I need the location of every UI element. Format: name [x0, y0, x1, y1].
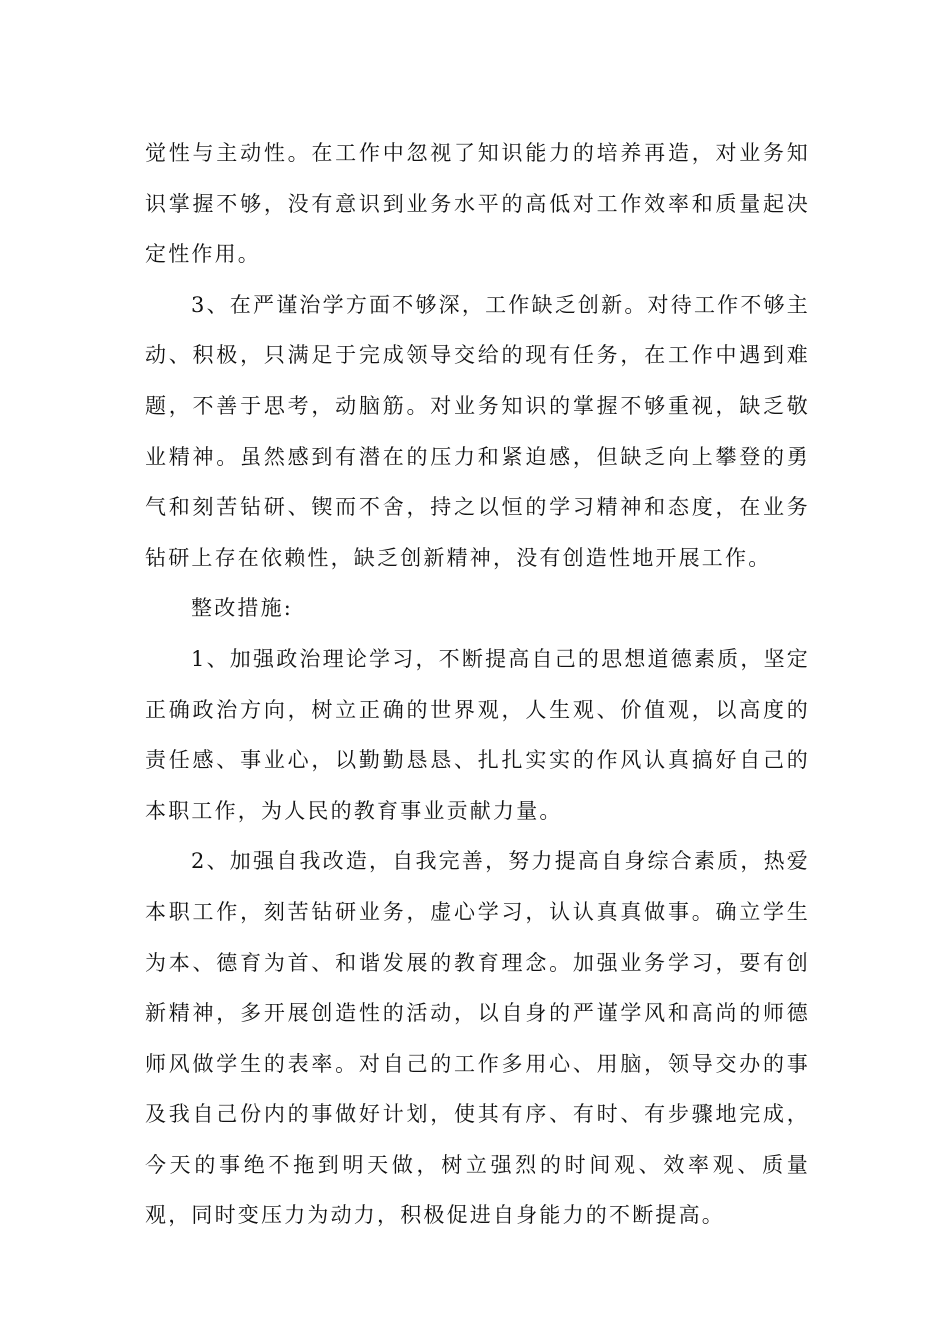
section-heading-rectification: 整改措施:: [191, 596, 294, 621]
paragraph-item-3: 3、在严谨治学方面不够深，工作缺乏创新。对待工作不够主动、积极，只满足于完成领导交给的现有任务，在工作中遇到难题，不善于思考，动脑筋。对业务知识的掌握不够重视，缺乏敬业精神。虽然感到有潜在的压力和紧迫感，但缺乏向上攀登的勇气和刻苦钻研、锲而不舍，持之以恒的学习精神和态度，在业务钻研上存在依赖性，缺乏创新精神，没有创造性地开展工作。: [145, 292, 810, 570]
document-body: [145, 128, 810, 1241]
paragraph-continuation: 觉性与主动性。在工作中忽视了知识能力的培养再造，对业务知识掌握不够，没有意识到业务水平的高低对工作效率和质量起决定性作用。: [145, 141, 810, 267]
paragraph-measure-2: 2、加强自我改造，自我完善，努力提高自身综合素质，热爱本职工作，刻苦钻研业务，虚心学习，认认真真做事。确立学生为本、德育为首、和谐发展的教育理念。加强业务学习，要有创新精神，多开展创造性的活动，以自身的严谨学风和高尚的师德师风做学生的表率。对自己的工作多用心、用脑，领导交办的事及我自己份内的事做好计划，使其有序、有时、有步骤地完成，今天的事绝不拖到明天做，树立强烈的时间观、效率观、质量观，同时变压力为动力，积极促进自身能力的不断提高。: [145, 849, 810, 1228]
paragraph-measure-1: 1、加强政治理论学习，不断提高自己的思想道德素质，坚定正确政治方向，树立正确的世界观，人生观、价值观，以高度的责任感、事业心，以勤勤恳恳、扎扎实实的作风认真搞好自己的本职工作，为人民的教育事业贡献力量。: [145, 646, 810, 823]
